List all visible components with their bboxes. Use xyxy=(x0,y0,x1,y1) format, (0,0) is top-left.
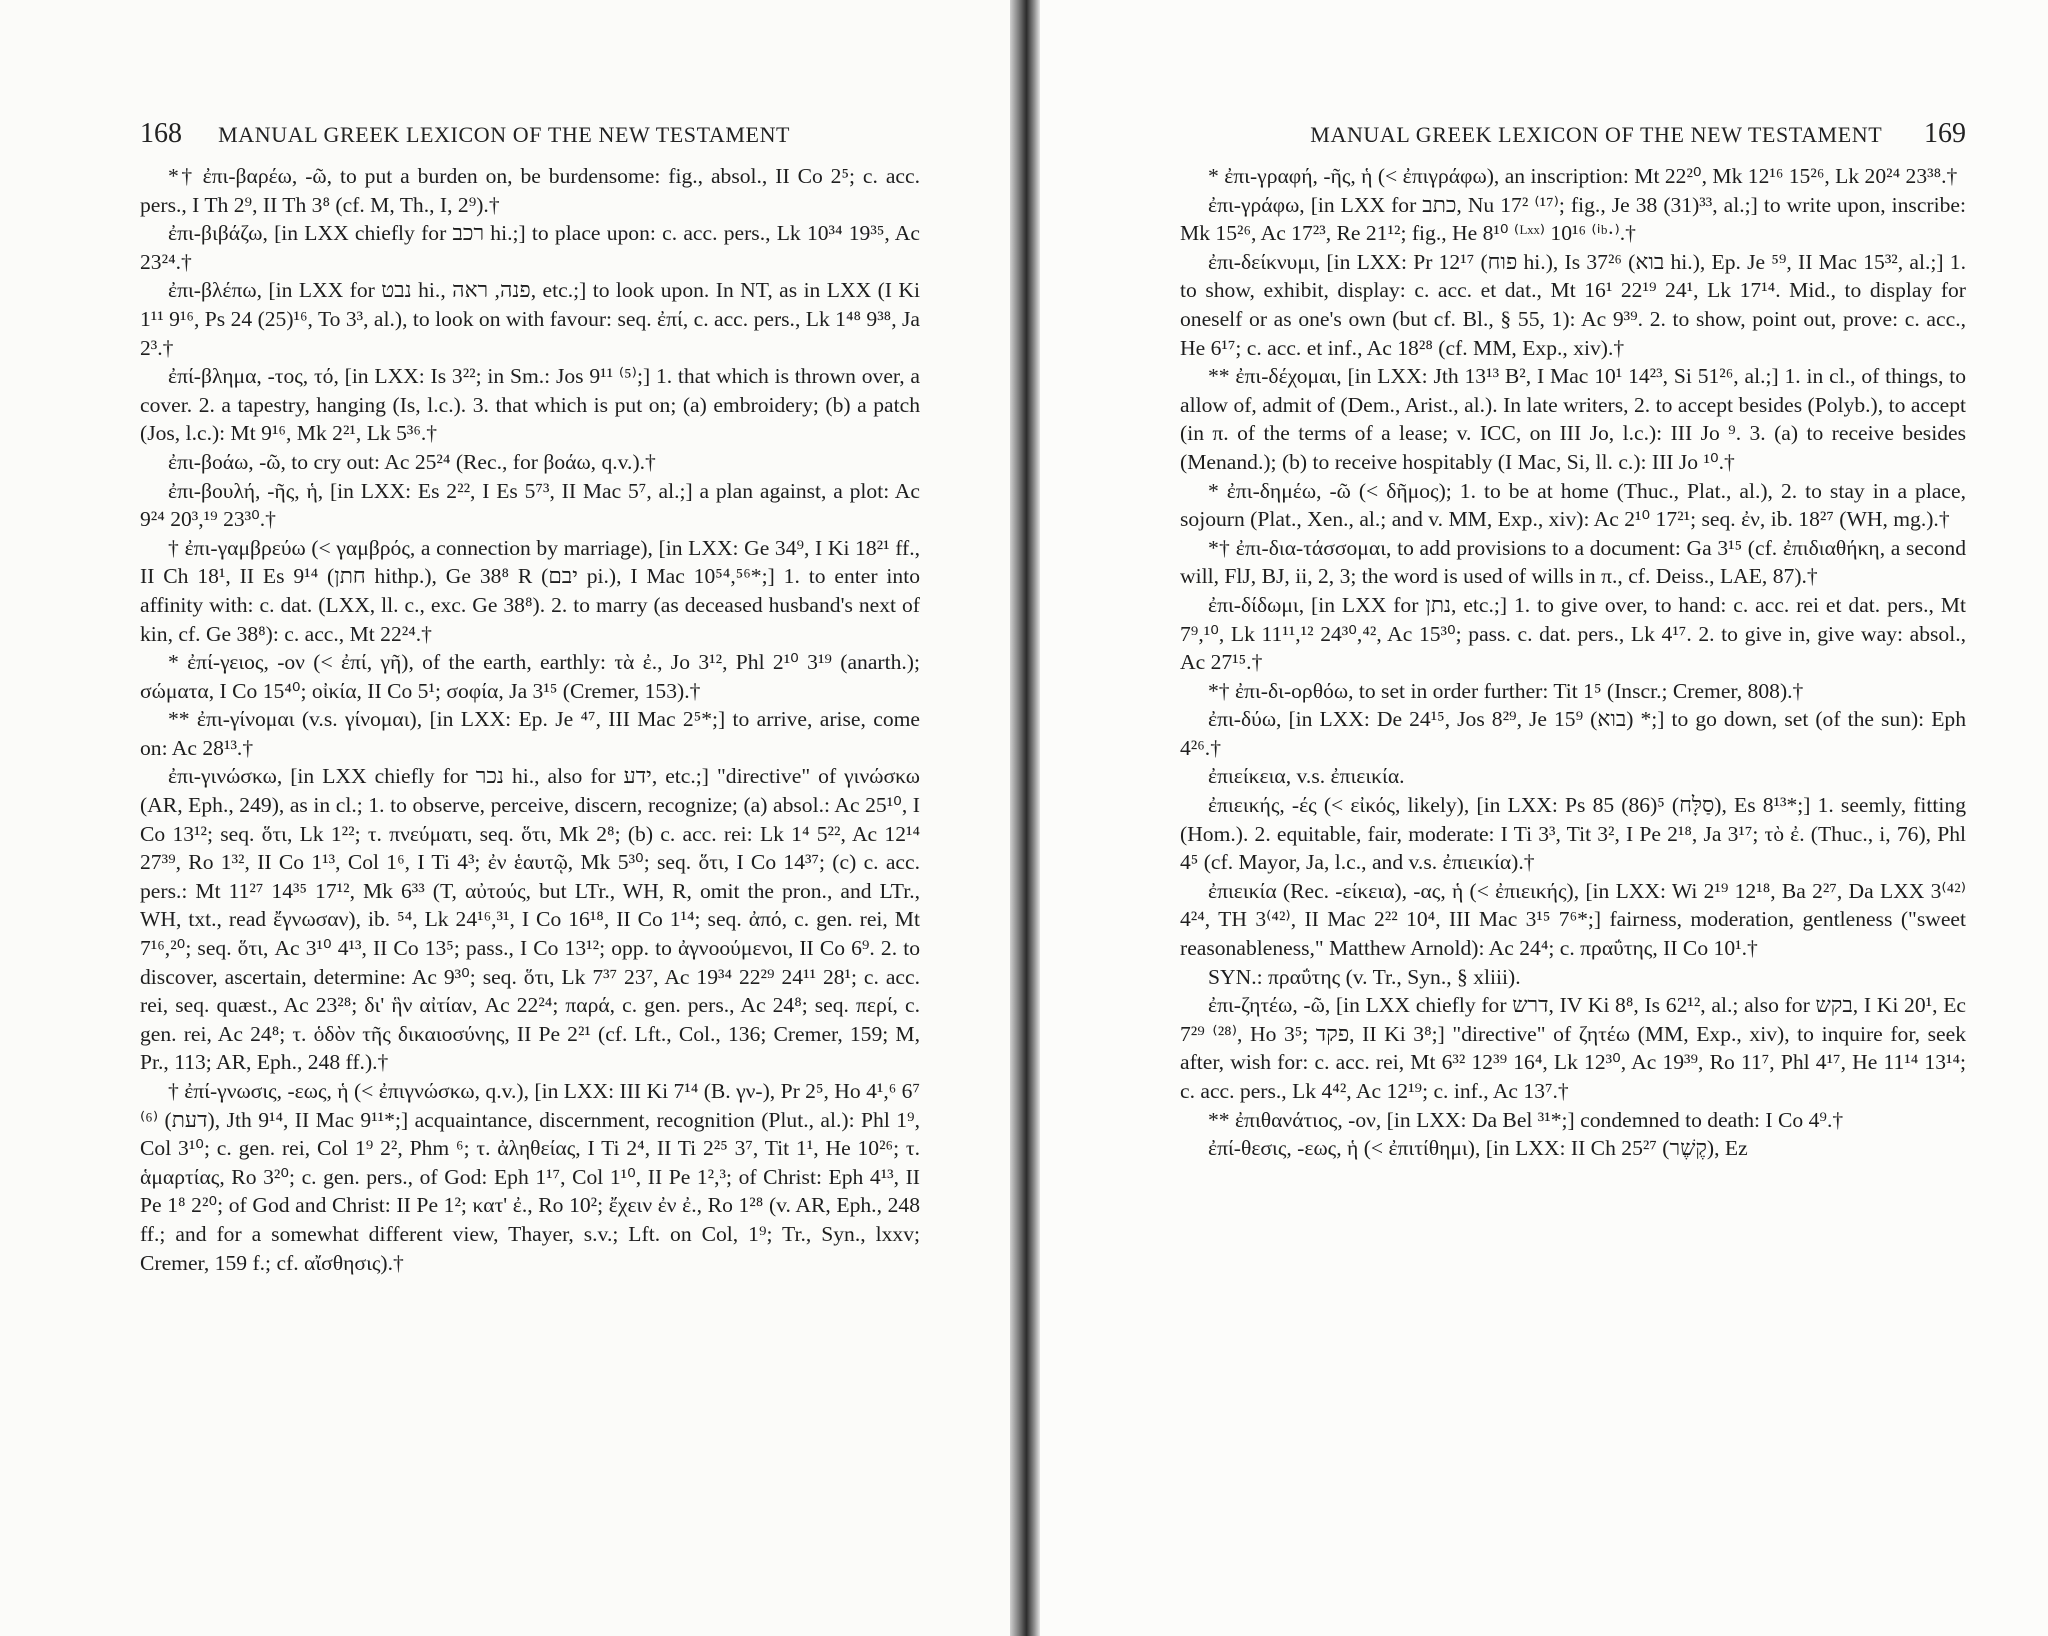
lexicon-entry: ἐπί-θεσις, -εως, ἡ (< ἐπιτίθημι), [in LXX: II Ch 25²⁷ (קֶשֶׁר), Ez xyxy=(1208,1136,1748,1161)
right-page xyxy=(1040,0,2048,1636)
running-head-title-left: MANUAL GREEK LEXICON OF THE NEW TESTAMENT xyxy=(218,122,791,147)
page-number-left: 168 xyxy=(140,118,182,149)
book-gutter xyxy=(1010,0,1040,1636)
lexicon-entry: ἐπι-βλέπω, [in LXX for נבט hi., פנה, ראה, etc.;] to look upon. In NT, as in LXX (I Ki 1¹¹ 9¹⁶, Ps 24 (25)¹⁶, To 3³, al.), to look on with favour: seq. ἐπί, c. acc. pers., Lk 1⁴⁸ 9³⁸, Ja 2³.† xyxy=(140,278,920,360)
lexicon-entry: ** ἐπι-δέχομαι, [in LXX: Jth 13¹³ B², I Mac 10¹ 14²³, Si 51²⁶, al.;] 1. in cl., of things, to allow of, admit of (Dem., Arist., al.). In late writers, 2. to accept besides (Polyb.), to accept (in π. of the terms of a lease; v. ICC, on III Jo, l.c.): III Jo ⁹. 3. (a) to receive besides (Menand.); (b) to receive hospitably (I Mac, Si, ll. c.): III Jo ¹⁰.† xyxy=(1180,364,1966,474)
right-column xyxy=(1180,162,1966,1542)
lexicon-entry: † ἐπι-γαμβρεύω (< γαμβρός, a connection by marriage), [in LXX: Ge 34⁹, I Ki 18²¹ ff., II Ch 18¹, II Es 9¹⁴ (חתן hithp.), Ge 38⁸ R (יבם pi.), I Mac 10⁵⁴,⁵⁶*;] 1. to enter into affinity with: c. dat. (LXX, ll. c., exc. Ge 38⁸). 2. to marry (as deceased husband's next of kin, cf. Ge 38⁸): c. acc., Mt 22²⁴.† xyxy=(140,535,920,646)
lexicon-entry: ἐπι-γινώσκω, [in LXX chiefly for נכר hi., also for ידע, etc.;] "directive" of γινώσκω (AR, Eph., 249), as in cl.; 1. to observe, perceive, discern, recognize; (a) absol.: Ac 25¹⁰, I Co 13¹²; seq. ὅτι, Lk 1²²; τ. πνεύματι, seq. ὅτι, Mk 2⁸; (b) c. acc. rei: Lk 1⁴ 5²², Ac 12¹⁴ 27³⁹, Ro 1³², II Co 1¹³, Col 1⁶, I Ti 4³; ἐν ἑαυτῷ, Mk 5³⁰; seq. ὅτι, I Co 14³⁷; (c) c. acc. pers.: Mt 11²⁷ 14³⁵ 17¹², Mk 6³³ (T, αὐτούς, but LTr., WH, R, omit the pron., and LTr., WH, txt., read ἔγνωσαν), ib. ⁵⁴, Lk 24¹⁶,³¹, I Co 16¹⁸, II Co 1¹⁴; seq. ἀπό, c. gen. rei, Mt 7¹⁶,²⁰; seq. ὅτι, Ac 3¹⁰ 4¹³, II Co 13⁵; pass., I Co 13¹²; opp. to ἀγνοούμενοι, II Co 6⁹. 2. to discover, ascertain, determine: Ac 9³⁰; seq. ὅτι, Lk 7³⁷ 23⁷, Ac 19³⁴ 22²⁹ 24¹¹ 28¹; c. acc. rei, seq. quæst., Ac 23²⁸; δι' ἣν αἰτίαν, Ac 22²⁴; παρά, c. gen. pers., Ac 24⁸; seq. περί, c. gen. rei, Ac 24⁸; τ. ὁδὸν τῆς δικαιοσύνης, II Pe 2²¹ (cf. Lft., Col., 136; Cremer, 159; M, Pr., 113; AR, Eph., 248 ff.).† xyxy=(140,764,921,1075)
running-head-right xyxy=(1180,118,1966,150)
left-page xyxy=(0,0,1010,1636)
lexicon-entry: ἐπι-βουλή, -ῆς, ἡ, [in LXX: Es 2²², I Es 5⁷³, II Mac 5⁷, al.;] a plan against, a plot: Ac 9²⁴ 20³,¹⁹ 23³⁰.† xyxy=(140,478,920,532)
lexicon-entry: ἐπι-βιβάζω, [in LXX chiefly for רכב hi.;] to place upon: c. acc. pers., Lk 10³⁴ 19³⁵, Ac 23²⁴.† xyxy=(140,221,920,274)
lexicon-entry: ἐπιείκεια, v.s. ἐπιεικία. xyxy=(1208,764,1405,789)
lexicon-entry: ἐπι-δείκνυμι, [in LXX: Pr 12¹⁷ (פוח hi.), Is 37²⁶ (בוא hi.), Ep. Je ⁵⁹, II Mac 15³², al.;] 1. to show, exhibit, display: c. acc. et dat., Mt 16¹ 22¹⁹ 24¹, Lk 17¹⁴. Mid., to display for oneself or as one's own (but cf. Bl., § 55, 1): Ac 9³⁹. 2. to show, point out, prove: c. acc., He 6¹⁷; c. acc. et inf., Ac 18²⁸ (cf. MM, Exp., xiv).† xyxy=(1180,249,1966,360)
lexicon-entry: ** ἐπι-γίνομαι (v.s. γίνομαι), [in LXX: Ep. Je ⁴⁷, III Mac 2⁵*;] to arrive, arise, come on: Ac 28¹³.† xyxy=(140,707,920,760)
left-column xyxy=(140,162,920,1562)
running-head-title-right: MANUAL GREEK LEXICON OF THE NEW TESTAMENT xyxy=(1310,122,1882,147)
lexicon-entry: ** ἐπιθανάτιος, -ον, [in LXX: Da Bel ³¹*;] condemned to death: I Co 4⁹.† xyxy=(1208,1107,1844,1132)
lexicon-entry: † ἐπί-γνωσις, -εως, ἡ (< ἐπιγνώσκω, q.v.), [in LXX: III Ki 7¹⁴ (B. γν-), Pr 2⁵, Ho 4¹,⁶ 6⁷ ⁽⁶⁾ (דעת), Jth 9¹⁴, II Mac 9¹¹*;] acquaintance, discernment, recognition (Plut., al.): Phl 1⁹, Col 3¹⁰; c. gen. rei, Col 1⁹ 2², Phm ⁶; τ. ἀληθείας, I Ti 2⁴, II Ti 2²⁵ 3⁷, Tit 1¹, He 10²⁶; τ. ἁμαρτίας, Ro 3²⁰; c. gen. pers., of God: Eph 1¹⁷, Col 1¹⁰, II Pe 1²,³; of Christ: Eph 4¹³, II Pe 1⁸ 2²⁰; of God and Christ: II Pe 1²; κατ' ἐ., Ro 10²; ἔχειν ἐν ἐ., Ro 1²⁸ (v. AR, Eph., 248 ff.; and for a somewhat different view, Thayer, s.v.; Lft. on Col, 1⁹; Tr., Syn., lxxv; Cremer, 159 f.; cf. αἴσθησις).† xyxy=(140,1079,921,1275)
lexicon-entry: ἐπιεικία (Rec. -είκεια), -ας, ἡ (< ἐπιεικής), [in LXX: Wi 2¹⁹ 12¹⁸, Ba 2²⁷, Da LXX 3⁽⁴²⁾ 4²⁴, TH 3⁽⁴²⁾, II Mac 2²² 10⁴, III Mac 3¹⁵ 7⁶*;] fairness, moderation, gentleness ("sweet reasonableness," Matthew Arnold): Ac 24⁴; c. πραΰτης, II Co 10¹.† xyxy=(1180,878,1966,961)
lexicon-entry: SYN.: πραΰτης (v. Tr., Syn., § xliii). xyxy=(1208,964,1521,989)
lexicon-entry: ἐπιεικής, -ές (< εἰκός, likely), [in LXX: Ps 85 (86)⁵ (סַלָּח), Es 8¹³*;] 1. seemly, fitting (Hom.). 2. equitable, fair, moderate: I Ti 3³, Tit 3², I Pe 2¹⁸, Ja 3¹⁷; τὸ ἐ. (Thuc., i, 76), Phl 4⁵ (cf. Mayor, Ja, l.c., and v.s. ἐπιεικία).† xyxy=(1180,793,1966,875)
lexicon-entry: ἐπί-βλημα, -τος, τό, [in LXX: Is 3²²; in Sm.: Jos 9¹¹ ⁽⁵⁾;] 1. that which is thrown over, a cover. 2. a tapestry, hanging (Is, l.c.). 3. that which is put on; (a) embroidery; (b) a patch (Jos, l.c.): Mt 9¹⁶, Mk 2²¹, Lk 5³⁶.† xyxy=(140,364,920,446)
running-head-left xyxy=(140,118,920,150)
lexicon-entry: * ἐπι-δημέω, -ῶ (< δῆμος); 1. to be at home (Thuc., Plat., al.), 2. to stay in a place, sojourn (Plat., Xen., al.; and v. MM, Exp., xiv): Ac 2¹⁰ 17²¹; seq. ἐν, ib. 18²⁷ (WH, mg.).† xyxy=(1180,478,1966,532)
lexicon-entry: ἐπι-δίδωμι, [in LXX for נתן, etc.;] 1. to give over, to hand: c. acc. rei et dat. pers., Mt 7⁹,¹⁰, Lk 11¹¹,¹² 24³⁰,⁴², Ac 15³⁰; pass. c. dat. pers., Lk 4¹⁷. 2. to give in, give way: absol., Ac 27¹⁵.† xyxy=(1180,592,1966,675)
lexicon-entry: ἐπι-βοάω, -ῶ, to cry out: Ac 25²⁴ (Rec., for βοάω, q.v.).† xyxy=(168,449,656,474)
lexicon-entry: *† ἐπι-βαρέω, -ῶ, to put a burden on, be burdensome: fig., absol., II Co 2⁵; c. acc. pers., I Th 2⁹, II Th 3⁸ (cf. M, Th., I, 2⁹).† xyxy=(140,164,920,217)
lexicon-entry: * ἐπί-γειος, -ον (< ἐπί, γῆ), of the earth, earthly: τὰ ἐ., Jo 3¹², Phl 2¹⁰ 3¹⁹ (anarth.); σώματα, I Co 15⁴⁰; οἰκία, II Co 5¹; σοφία, Ja 3¹⁵ (Cremer, 153).† xyxy=(140,650,920,703)
lexicon-entry: * ἐπι-γραφή, -ῆς, ἡ (< ἐπιγράφω), an inscription: Mt 22²⁰, Mk 12¹⁶ 15²⁶, Lk 20²⁴ 23³⁸.† xyxy=(1208,164,1958,188)
lexicon-entry: *† ἐπι-δι-ορθόω, to set in order further: Tit 1⁵ (Inscr.; Cremer, 808).† xyxy=(1208,678,1804,703)
page-number-right: 169 xyxy=(1924,118,1966,149)
lexicon-entry: ἐπι-γράφω, [in LXX for כתב, Nu 17² ⁽¹⁷⁾; fig., Je 38 (31)³³, al.;] to write upon, inscribe: Mk 15²⁶, Ac 17²³, Re 21¹²; fig., He 8¹⁰ ⁽ᴸˣˣ⁾ 10¹⁶ ⁽ⁱᵇ·⁾.† xyxy=(1180,192,1966,246)
lexicon-entry: ἐπι-ζητέω, -ῶ, [in LXX chiefly for דרש, IV Ki 8⁸, Is 62¹², al.; also for בקש, I Ki 20¹, Ec 7²⁹ ⁽²⁸⁾, Ho 3⁵; פקד, II Ki 3⁸;] "directive" of ζητέω (MM, Exp., xiv), to inquire for, seek after, wish for: c. acc. rei, Mt 6³² 12³⁹ 16⁴, Lk 12³⁰, Ac 19³⁹, Ro 11⁷, Phl 4¹⁷, He 11¹⁴ 13¹⁴; c. acc. pers., Lk 4⁴², Ac 12¹⁹; c. inf., Ac 13⁷.† xyxy=(1180,993,1966,1103)
lexicon-entry: *† ἐπι-δια-τάσσομαι, to add provisions to a document: Ga 3¹⁵ (cf. ἐπιδιαθήκη, a second will, FlJ, BJ, ii, 2, 3; the word is used of wills in π., cf. Deiss., LAE, 87).† xyxy=(1180,535,1966,589)
lexicon-entry: ἐπι-δύω, [in LXX: De 24¹⁵, Jos 8²⁹, Je 15⁹ (בוא) *;] to go down, set (of the sun): Eph 4²⁶.† xyxy=(1180,707,1966,760)
